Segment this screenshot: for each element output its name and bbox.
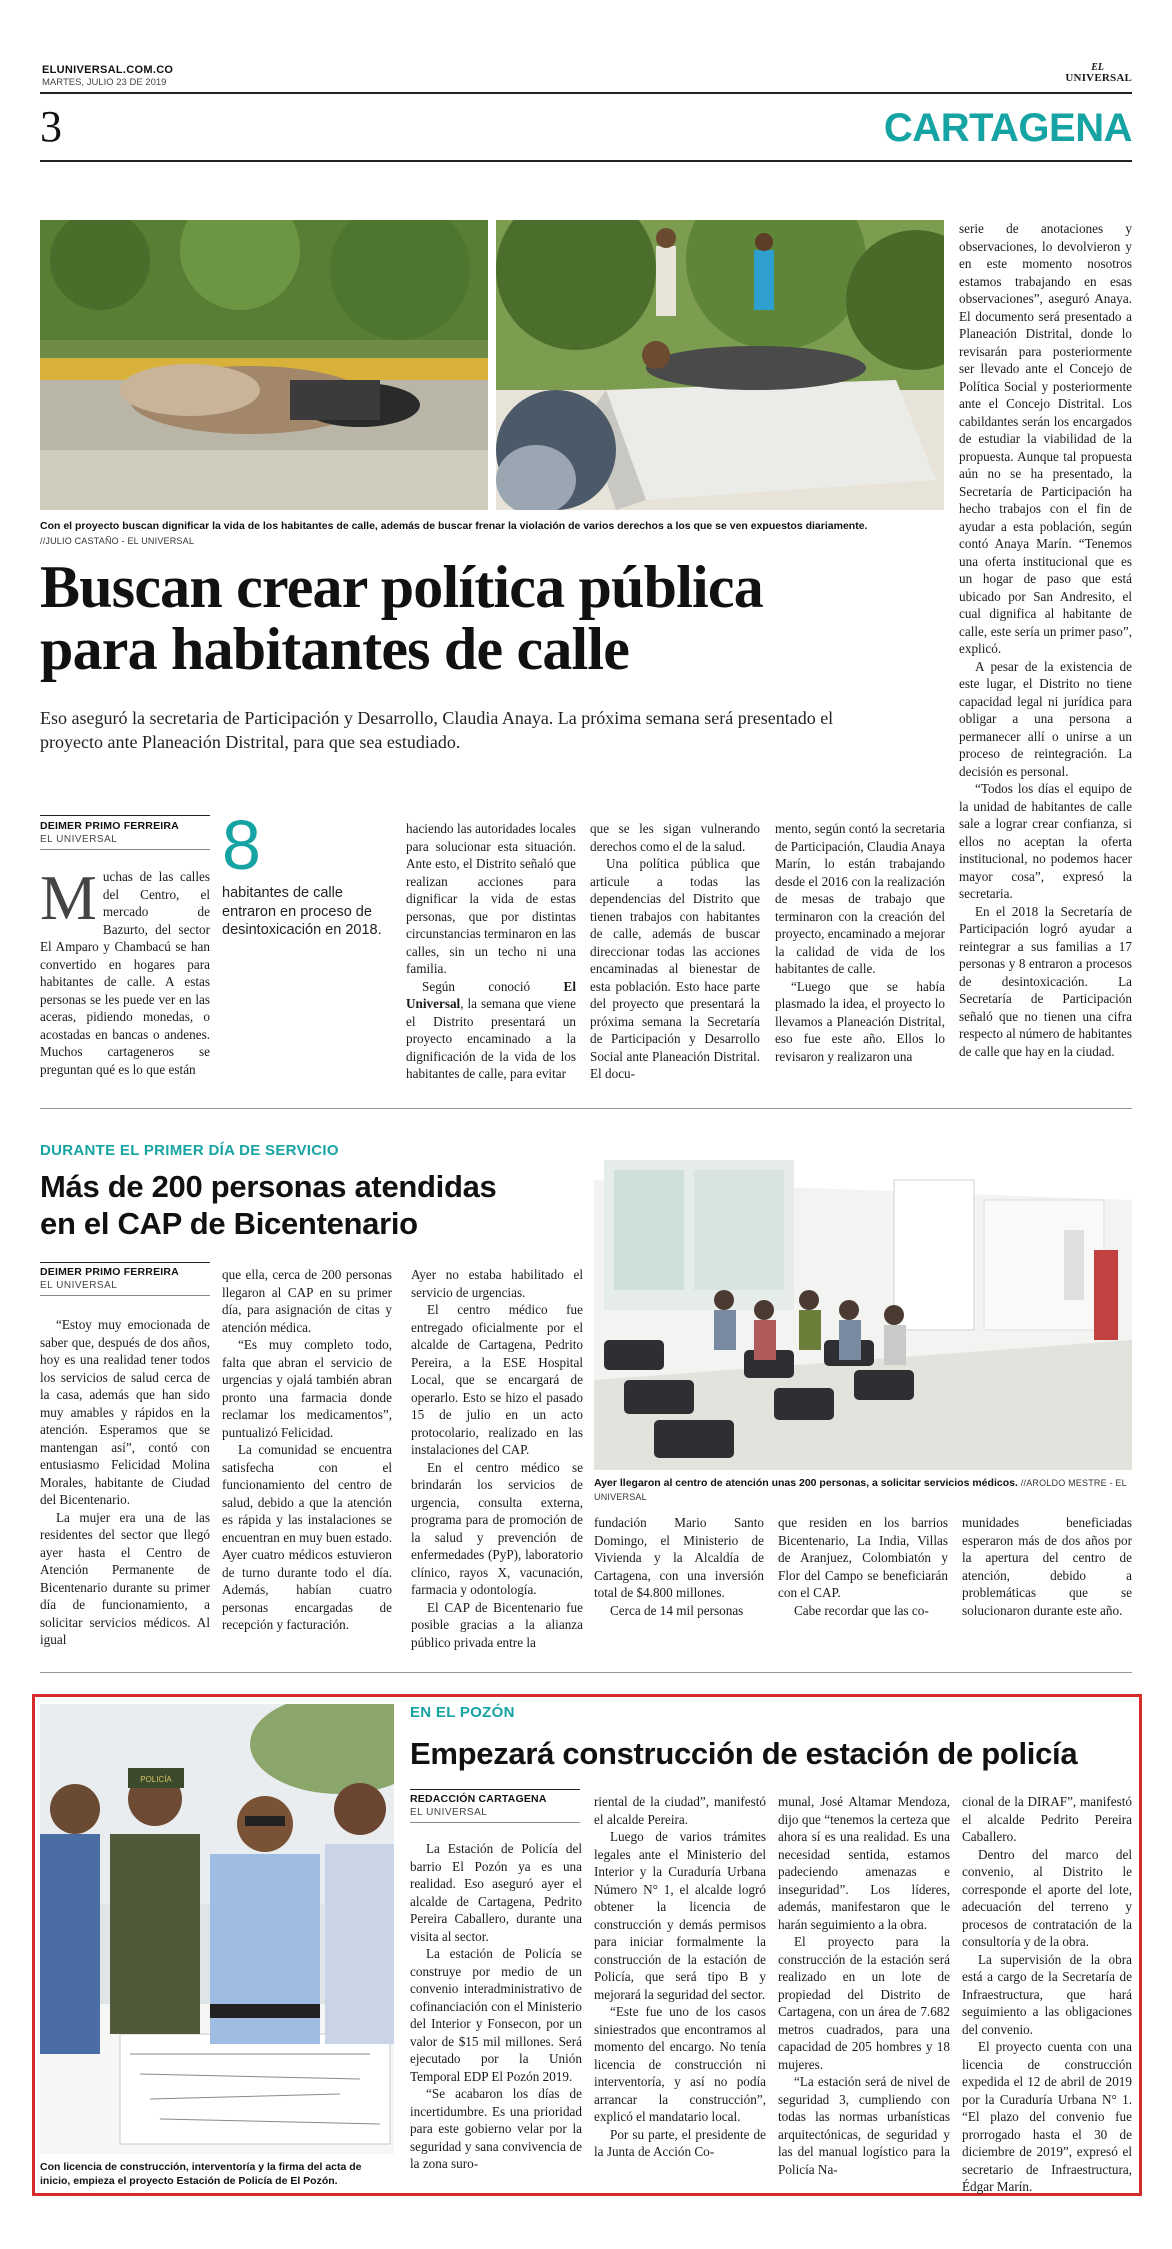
masthead-rule-top	[40, 92, 1132, 94]
story3-col4	[962, 1793, 1132, 2196]
story3-col4-p4: El proyecto cuenta con una licencia de construcción expedida el 12 de abril de 2019 por la Curaduría Urbana N° 1. “El plazo del convenio fue prorrogado hasta el 30 de diciembre de 2019”, expresó el secretario de Infraestructura, Édgar Marín.	[962, 2039, 1132, 2194]
story1-bottom-rule	[40, 1108, 1132, 1109]
story2-col4	[594, 1514, 764, 1619]
story2-col1-p2: La mujer era una de las residentes del sector que llegó ayer hasta el Centro de Atención Permanente de Bicentenario durante su primer día de funcionamiento, a solicitar servicios médicos. Al igual	[40, 1509, 210, 1647]
story1-headline	[40, 556, 940, 680]
story1-caption-text: Con el proyecto buscan dignificar la vida de los habitantes de calle, además de buscar frenar la violación de varios derechos a los que se ven expuestos diariamente.	[40, 520, 868, 532]
story2-col2-p3: La comunidad se encuentra satisfecha con el funcionamiento del centro de salud, debido a que la atención es rápida y las instalaciones se encuentran en muy buen estado. Ayer cuatro médicos estuvieron de turno durante todo el día. Además, habían cuatro personas encargadas de recepción y facturación.	[222, 1442, 392, 1632]
story1-col5-p1: serie de anotaciones y observaciones, lo devolvieron y en este momento nosotros estamos trabajando en esas observaciones”, aseguró Anaya. El documento será presentado a Planeación Distrital, donde lo revisarán para posteriormente ser llevado ante el Concejo de Política Social y posteriormente ante el Concejo Distrital. Los cabildantes serán los encargados de estudiar la viabilidad de la propuesta. Aunque tal propuesta aún no se ha presentado, la Secretaría de Participación ha hecho trabajos con el fin de ayudar a esta población, según contó Anaya Marín. “Tenemos una oferta institucional que es un hogar de paso que está ubicado por San Andresito, el cual dignifica al habitante de calle, este sería un primer paso”, explicó.	[959, 221, 1132, 656]
story1-col1	[40, 862, 210, 1078]
story1-dropcap: M	[40, 862, 97, 933]
section-title: CARTAGENA	[883, 106, 1132, 150]
site-url[interactable]: ELUNIVERSAL.COM.CO	[42, 64, 174, 76]
story2-caption-text: Ayer llegaron al centro de atención unas 200 personas, a solicitar servicios médicos.	[594, 1477, 1018, 1489]
photo-police-officials	[40, 1704, 394, 2154]
story3-col4-p3: La supervisión de la obra está a cargo de la Secretaría de Infraestructura, que hará seguimiento a las obligaciones del convenio.	[962, 1951, 1132, 2037]
story3-caption-text: Con licencia de construcción, interventoría y la firma del acta de inicio, empieza el proyecto Estación de Policía de El Pozón.	[40, 2161, 362, 2187]
story2-col3	[411, 1266, 583, 1651]
story2-col5	[778, 1514, 948, 1619]
story2-col2	[222, 1266, 392, 1634]
story3-kicker: EN EL POZÓN	[410, 1704, 515, 1721]
story3-col2-p3: “Este fue uno de los casos siniestrados que encontramos al momento del encargo. No tenía licencia de construcción ni interventoría, y así no podía arrancar la construcción”, explicó el mandatario local.	[594, 2004, 766, 2124]
story2-col3-p1: Ayer no estaba habilitado el servicio de urgencias.	[411, 1267, 583, 1300]
issue-date: MARTES, JULIO 23 DE 2019	[42, 77, 167, 88]
story3-col2-p2: Luego de varios trámites legales ante el Ministerio del Interior y la Curaduría Urbana Número N° 1, el alcalde logró obtener la licencia de construcción y demás permisos para iniciar formalmente la construcción de la estación de Policía, que será tipo B y mejorará la seguridad del sector.	[594, 1829, 766, 2002]
story1-col4	[775, 820, 945, 1065]
story2-col6-p1: munidades beneficiadas esperaron más de dos años por la apertura del centro de atención, debido a problemáticas que se solucionaron durante este año.	[962, 1515, 1132, 1618]
story3-col3-p2: El proyecto para la construcción de la estación será realizado en un lote de propiedad del Distrito de Cartagena, con un área de 7.682 metros cuadrados, para una capacidad de 205 hombres y 18 mujeres.	[778, 1934, 950, 2072]
masthead-rule-bottom	[40, 160, 1132, 162]
story1-col2-p1: haciendo las autoridades locales para solucionar esta situación. Ante esto, el Distrito señaló que realizan acciones para dignificar la vida de estas personas, que por distintas circunstancias terminaron en las calles, sin un techo ni una familia.	[406, 821, 576, 976]
story1-col2	[406, 820, 576, 1083]
story1-deck: Eso aseguró la secretaria de Participación y Desarrollo, Claudia Anaya. La próxima semana será presentado el proyecto ante Planeación Distrital, para que sea estudiado.	[40, 708, 834, 752]
story3-byline-rule	[410, 1789, 580, 1790]
story2-col1-p1: “Estoy muy emocionada de saber que, después de dos años, hoy es una realidad tener todos los servicios de salud cerca de la casa, además que han sido muy amables y rápidos en la atención. Esperamos que se mantengan así”, contó con entusiasmo Felicidad Molina Morales, habitante de Ciudad del Bicentenario.	[40, 1317, 210, 1507]
story1-headline-line1: Buscan crear política pública	[40, 554, 763, 620]
story3-col2-p1: riental de la ciudad”, manifestó el alcalde Pereira.	[594, 1794, 766, 1827]
story2-col2-p2: “Es muy completo todo, falta que abran el servicio de urgencias y ojalá también abran pronto una farmacia donde reclamar los medicamentos”, puntualizó Felicidad.	[222, 1337, 392, 1440]
story3-col2	[594, 1793, 766, 2161]
story2-bottom-rule	[40, 1672, 1132, 1673]
story3-col1-p1: La Estación de Policía del barrio El Pozón ya es una realidad. Eso aseguró ayer el alcalde de Cartagena, Pedrito Pereira Caballero, durante una visita al sector.	[410, 1841, 582, 1944]
story1-col3-p1: que se les sigan vulnerando derechos como el de la salud.	[590, 821, 760, 854]
story2-byline-name: DEIMER PRIMO FERREIRA	[40, 1266, 179, 1278]
story2-byline-rule	[40, 1262, 210, 1263]
story3-col4-p1: cional de la DIRAF”, manifestó el alcalde Pedrito Pereira Caballero.	[962, 1794, 1132, 1844]
story2-col3-p4: El CAP de Bicentenario fue posible gracias a la alianza público privada entre la	[411, 1599, 583, 1650]
story3-headline: Empezará construcción de estación de policía	[410, 1736, 1078, 1771]
story1-col2-p2	[406, 978, 576, 1083]
story3-col3	[778, 1793, 950, 2178]
story2-col3-p3: En el centro médico se brindarán los servicios de urgencia, consulta externa, programa para de promoción de la salud y prevención de enfermedades (PyP), laboratorio clínico, rayos X, vacunación, farmacia y odontología.	[411, 1459, 583, 1597]
story3-byline-rule2	[410, 1822, 580, 1823]
story3-col3-p1: munal, José Altamar Mendoza, dijo que “tenemos la certeza que ahora sí es una realidad. Es una necesidad sentida, estamos padeciendo amenazas e inseguridad”. Los líderes, además, manifestaron que le harán seguimiento a la obra.	[778, 1794, 950, 1932]
story2-col3-p2: El centro médico fue entregado oficialmente por el alcalde de Cartagena, Pedrito Pereira, a la ESE Hospital Local, que se encargará de operarlo. Esto se hizo el pasado 15 de julio en un acto protocolario, realizado en las instalaciones del CAP.	[411, 1302, 583, 1457]
photo-sleeping-man-bench	[40, 220, 488, 510]
story1-col5-p3: “Todos los días el equipo de la unidad de habitantes de calle sale a lograr crear confianza, si ellos no aceptan la oferta institucional, no podemos hacer mayor cosa”, expresó la secretaria.	[959, 781, 1132, 901]
story2-headline-line1: Más de 200 personas atendidas	[40, 1169, 497, 1204]
story2-col4-p2: Cerca de 14 mil personas	[610, 1602, 744, 1618]
story1-stat-number: 8	[222, 806, 261, 884]
story3-byline-name: REDACCIÓN CARTAGENA	[410, 1793, 547, 1805]
story1-col3	[590, 820, 760, 1083]
story2-headline-line2: en el CAP de Bicentenario	[40, 1206, 418, 1241]
story2-col5-p2: Cabe recordar que las co-	[794, 1602, 929, 1618]
story1-photo-caption	[40, 519, 960, 533]
logo-bottom: UNIVERSAL	[1065, 72, 1132, 84]
story1-col5-p2: A pesar de la existencia de este lugar, el Distrito no tiene capacidad legal ni jurídica para obligar a una persona a permanecer allí o unirse a un proceso de reintegración. La decisión es personal.	[959, 658, 1132, 779]
story2-col4-p1: fundación Mario Santo Domingo, el Ministerio de Vivienda y la Alcaldía de Cartagena, con una inversión total de $4.800 millones.	[594, 1515, 764, 1600]
masthead-logo	[1052, 62, 1132, 84]
photo-man-on-planter	[496, 220, 944, 510]
story1-col5	[959, 220, 1132, 1060]
story1-headline-line2: para habitantes de calle	[40, 616, 630, 682]
story1-byline-org: EL UNIVERSAL	[40, 834, 118, 845]
story3-col1-p2: La estación de Policía se construye por medio de un convenio interadministrativo de cofinanciación con el Ministerio del Interior y Fonsecon, por un valor de $15 mil millones. Será ejecutado por la Unión Temporal EDP El Pozón 2019.	[410, 1946, 582, 2084]
story1-stat-text: habitantes de calle entraron en proceso de desintoxicación en 2018.	[222, 885, 382, 938]
story2-byline-org: EL UNIVERSAL	[40, 1280, 118, 1291]
story1-col3-p2: Una política pública que articule a todas las dependencias del Distrito que tienen trabajos con habitantes de calle, además de buscar direccionar todas las acciones encaminadas al bienestar de esta población. Esto hace parte del proyecto que presentará la próxima semana la Secretaría de Participación y Desarrollo Social ante Planeación Distrital. El docu-	[590, 856, 760, 1081]
story2-byline-rule2	[40, 1295, 210, 1296]
story1-byline-rule2	[40, 849, 210, 850]
story1-col1-text: uchas de las calles del Centro, el mercado de Bazurto, del sector El Amparo y Chambacú se han convertido en hogares para habitantes de calle. A estas personas se les puede ver en las aceras, pidiendo monedas, o acostadas en bancas o andenes. Muchos cartageneros se preguntan qué es lo que están	[40, 869, 210, 1077]
story3-col4-p2: Dentro del marco del convenio, al Distrito le corresponde el aporte del lote, adecuación del terreno y procesos de contratación de la consultoría y de la obra.	[962, 1846, 1132, 1949]
police-cap-text: POLICÍA	[140, 1775, 172, 1784]
story3-col1-p3: “Se acabaron los días de incertidumbre. Es una prioridad para este gobierno velar por la seguridad y sana convivencia de la zona suro-	[410, 2086, 582, 2171]
story2-headline	[40, 1168, 600, 1242]
story3-col2-p4: Por su parte, el presidente de la Junta de Acción Co-	[594, 2126, 766, 2159]
story2-photo-credit: //AROLDO MESTRE - EL UNIVERSAL	[594, 1478, 1127, 1502]
story3-col1	[410, 1840, 582, 2173]
story1-byline-rule	[40, 815, 210, 816]
story1-col4-p2: “Luego que se había plasmado la idea, el proyecto lo llevamos a Planeación Distrital, eso fue este año. Ellos lo revisaron y realizaron una	[775, 978, 945, 1064]
story1-photo-credit: //JULIO CASTAÑO - EL UNIVERSAL	[40, 536, 195, 546]
story2-col6	[962, 1514, 1132, 1619]
logo-top: EL	[1091, 62, 1104, 73]
story1-byline-name: DEIMER PRIMO FERREIRA	[40, 820, 179, 832]
story1-col4-p1: mento, según contó la secretaria de Participación, Claudia Anaya Marín, lo están trabajando desde el 2016 con la realización de mesas de trabajo que terminaron con la creación del proyecto, encaminado a mejorar la calidad de vida de los habitantes de calle.	[775, 821, 945, 976]
story3-photo-caption	[40, 2160, 394, 2188]
story1-col2-p2-bold: El Universal	[406, 978, 576, 1011]
story2-col2-p1: que ella, cerca de 200 personas llegaron al CAP en su primer día, para asignación de citas y atención médica.	[222, 1267, 392, 1335]
story3-col3-p3: “La estación será de nivel de seguridad 3, cumpliendo con todas las normas urbanísticas arquitectónicas, de seguridad y las del manual logístico para la Policía Na-	[778, 2074, 950, 2177]
story2-photo-caption	[594, 1476, 1132, 1504]
story2-kicker: DURANTE EL PRIMER DÍA DE SERVICIO	[40, 1142, 339, 1159]
photo-cap-waiting-room	[594, 1140, 1132, 1470]
page-number: 3	[40, 102, 62, 151]
story3-byline-org: EL UNIVERSAL	[410, 1807, 488, 1818]
story2-col1	[40, 1316, 210, 1649]
story2-col5-p1: que residen en los barrios Bicentenario, La India, Villas de Aranjuez, Colombiatón y Flor del Campo se beneficiarán con el CAP.	[778, 1515, 948, 1600]
story1-col2-p2-text: , la semana que viene el Distrito presentará un proyecto encaminado a la dignificación de la vida de los habitantes de calle, para evitar	[406, 996, 576, 1081]
story1-col5-p4: En el 2018 la Secretaría de Participación logró ayudar a reintegrar a sus familias a 17 personas y 8 entraron a procesos de desintoxicación. La Secretaría de Participación señaló que no tienen una cifra respecto al número de habitantes de calle que hay en la ciudad.	[959, 903, 1132, 1059]
story1-col2-p2-lead: Según conoció	[422, 978, 564, 994]
